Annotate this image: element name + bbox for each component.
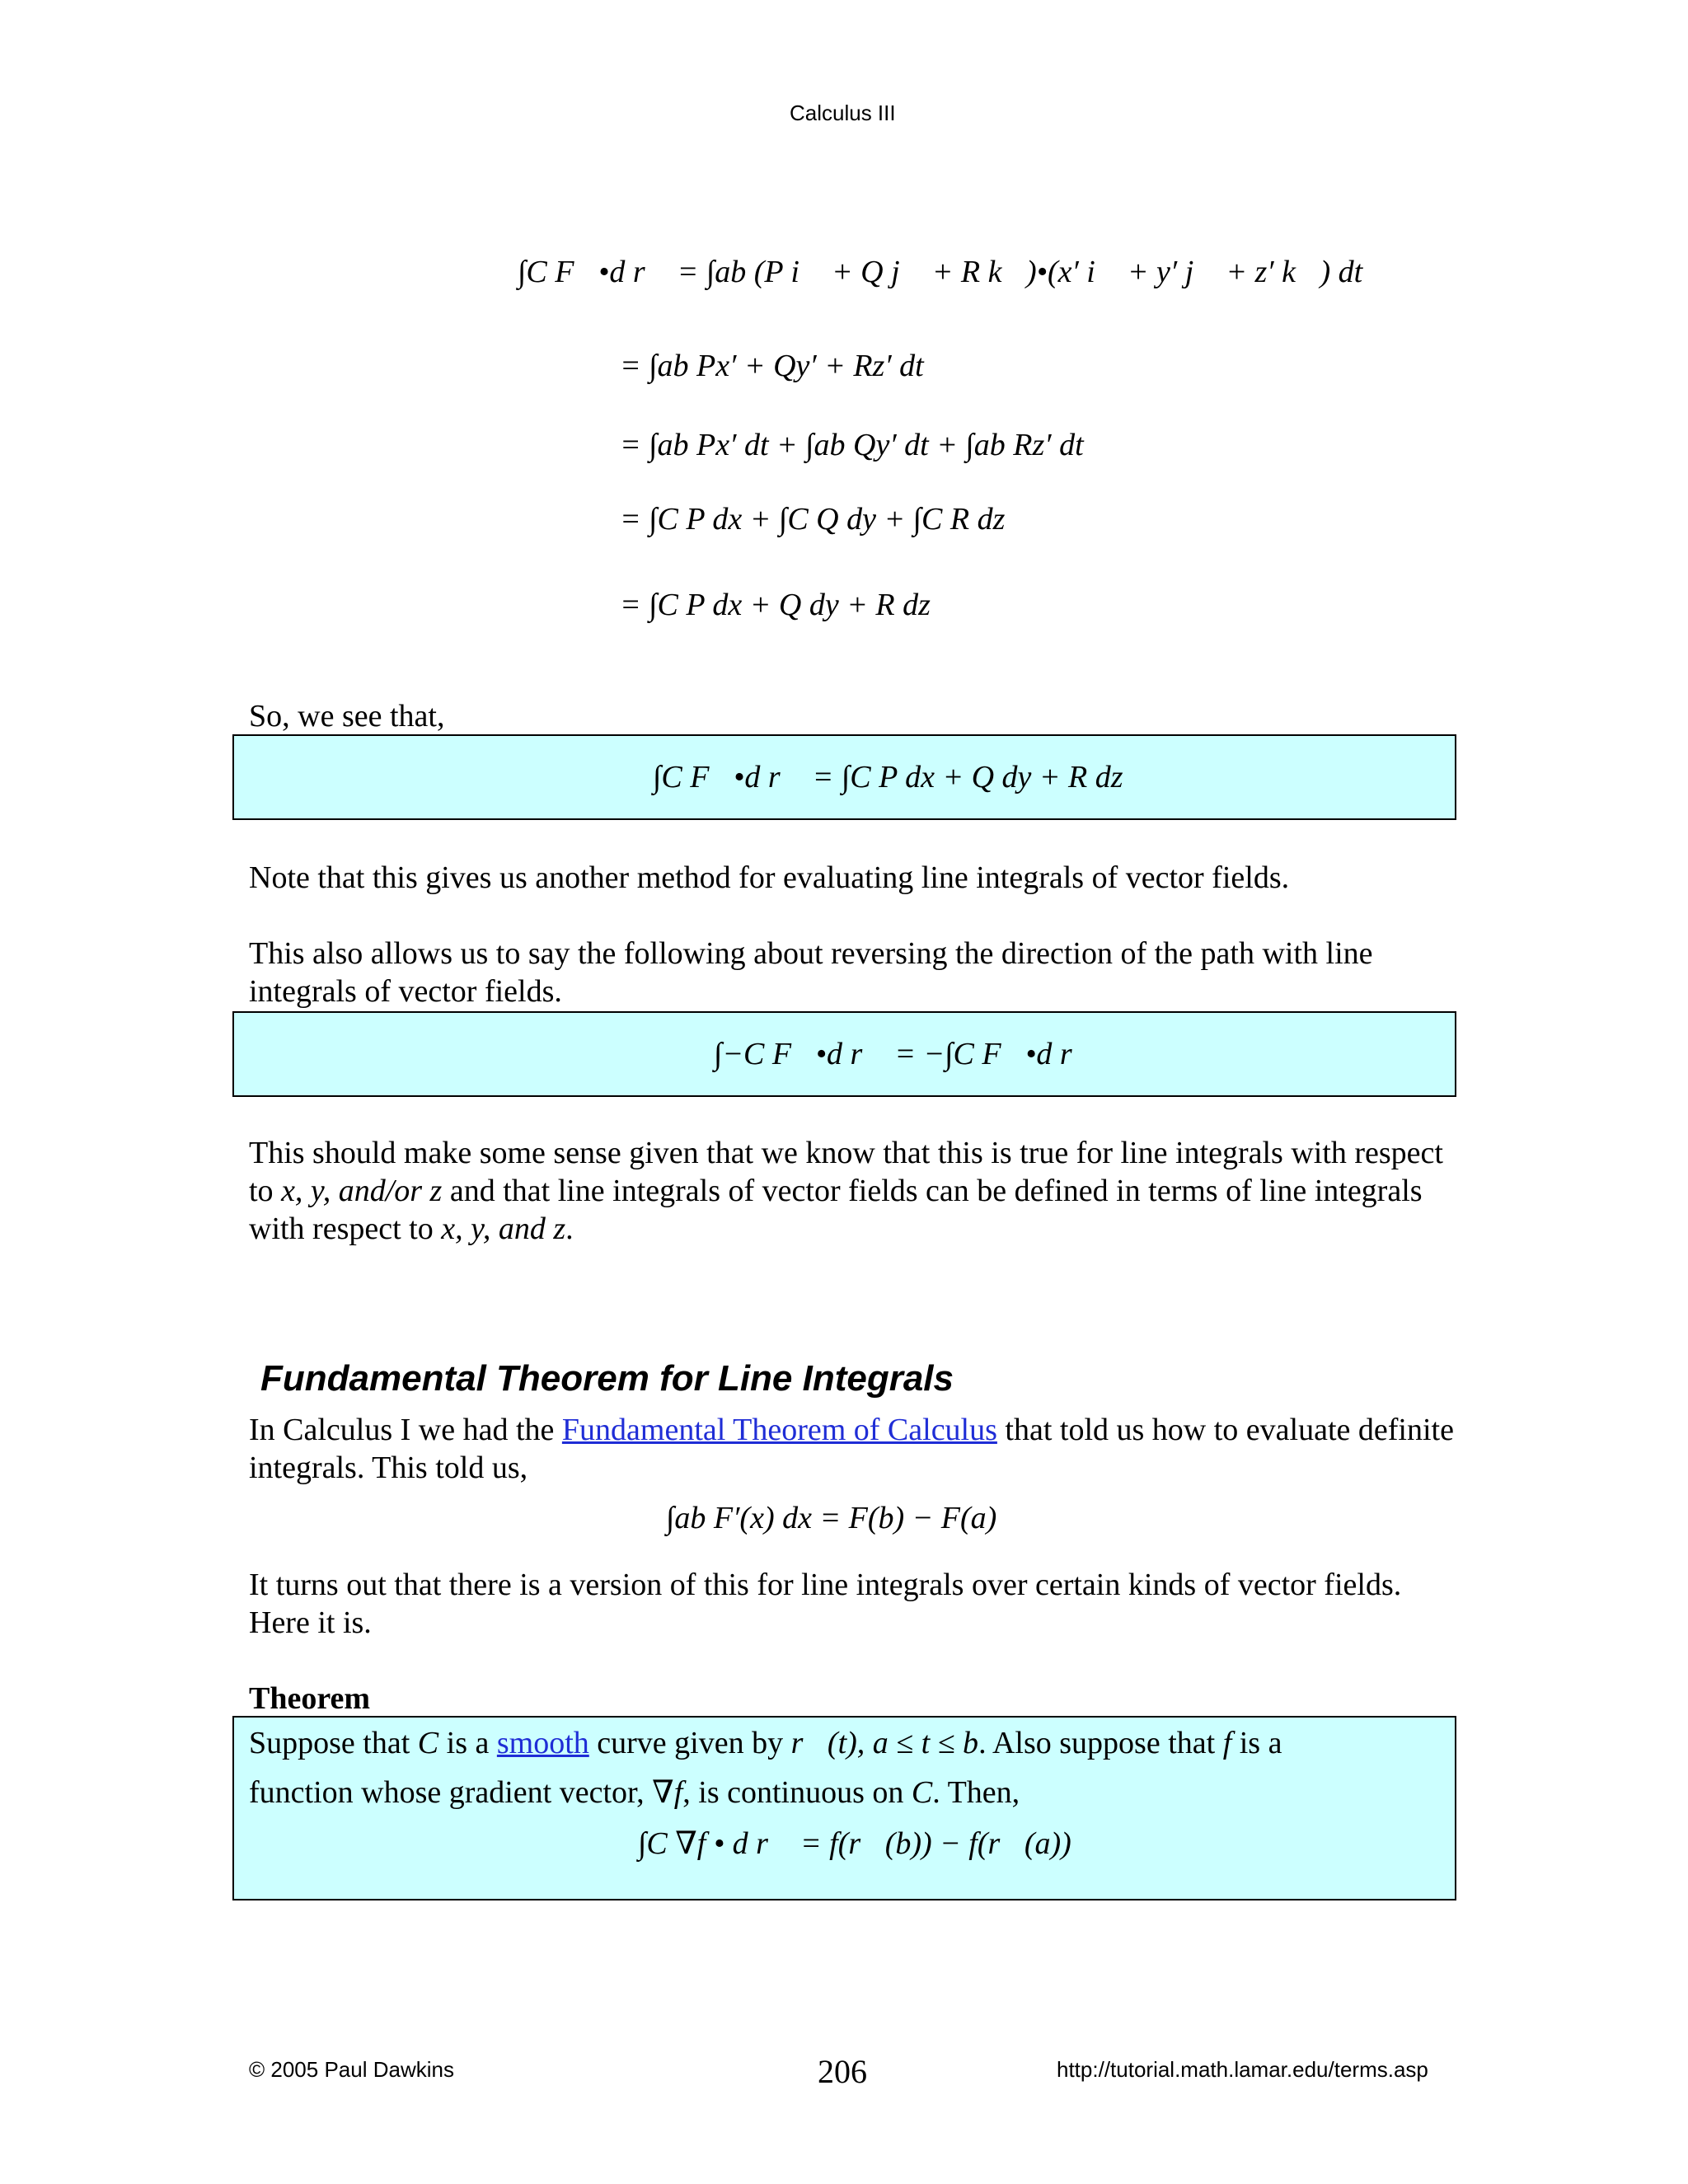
ftc-equation: ∫ab F′(x) dx = F(b) − F(a) xyxy=(666,1501,997,1535)
result-box-2 xyxy=(232,1011,1456,1097)
page-header: Calculus III xyxy=(790,101,896,125)
theorem-grad: ∇f xyxy=(652,1775,683,1810)
sense-paragraph xyxy=(249,1134,1469,1248)
derivation-line-3: = ∫ab Px′ dt + ∫ab Qy′ dt + ∫ab Rz′ dt xyxy=(620,428,1084,462)
theorem-var-c-2: C xyxy=(911,1775,933,1810)
note-paragraph: Note that this gives us another method for evaluating line integrals of vector fields. xyxy=(249,860,1290,895)
box2-equation: ∫−C F⃗•d r⃗ = −∫C F⃗•d r⃗ xyxy=(714,1037,1097,1071)
theorem-text-6: function whose gradient vector, xyxy=(249,1775,653,1810)
box1-equation: ∫C F⃗•d r⃗ = ∫C P dx + Q dy + R dz xyxy=(653,760,1123,794)
derivation-line-5: = ∫C P dx + Q dy + R dz xyxy=(620,588,931,622)
ftc-link[interactable]: Fundamental Theorem of Calculus xyxy=(561,1413,997,1447)
theorem-equation: ∫C ∇f • d r⃗ = f(r⃗(b)) − f(r⃗(a)) xyxy=(638,1826,1071,1861)
sense-text-a: This should make some sense given that we know that this is true for line integrals with respect to xyxy=(249,1136,1443,1208)
sense-vars-2: x, y, and z xyxy=(441,1212,566,1246)
theorem-text-4: . Also suppose that xyxy=(978,1726,1223,1760)
theorem-text-3: curve given by xyxy=(588,1726,791,1760)
derivation-line-2: = ∫ab Px′ + Qy′ + Rz′ dt xyxy=(620,349,924,383)
calc1-text-a: In Calculus I we had the xyxy=(249,1413,562,1447)
footer-copyright: © 2005 Paul Dawkins xyxy=(249,2057,454,2082)
derivation-line-4: = ∫C P dx + ∫C Q dy + ∫C R dz xyxy=(620,502,1006,537)
derivation-line-1: ∫C F⃗•d r⃗ = ∫ab (P i⃗ + Q j⃗ + R k⃗)•(x′ i⃗ + y′ j⃗ + z′ k⃗) dt xyxy=(518,255,1363,289)
so-we-see-text: So, we see that, xyxy=(249,699,445,733)
sense-text-b: and that line integrals of vector fields can be defined in terms of line integrals with respect to xyxy=(249,1174,1423,1246)
theorem-text-2: is a xyxy=(438,1726,497,1760)
sense-text-end: . xyxy=(565,1212,574,1246)
sense-vars-1: x, y, and/or z xyxy=(281,1174,443,1208)
calc1-text-b: that told us how to evaluate definite integrals. This told us, xyxy=(249,1413,1454,1485)
theorem-line-1 xyxy=(249,1724,1282,1762)
calc1-paragraph xyxy=(249,1411,1469,1487)
result-box-1 xyxy=(232,734,1456,820)
section-heading: Fundamental Theorem for Line Integrals xyxy=(260,1358,954,1399)
theorem-text-5: is a xyxy=(1231,1726,1282,1760)
turns-out-paragraph: It turns out that there is a version of this for line integrals over certain kinds of vector fields. Here it is. xyxy=(249,1568,1402,1640)
theorem-box xyxy=(232,1716,1456,1900)
footer-url: http://tutorial.math.lamar.edu/terms.asp xyxy=(1057,2057,1428,2082)
theorem-var-c: C xyxy=(417,1726,439,1760)
theorem-text-1: Suppose that xyxy=(249,1726,418,1760)
theorem-text-8: . Then, xyxy=(932,1775,1020,1810)
theorem-text-7: , is continuous on xyxy=(682,1775,912,1810)
theorem-line-2 xyxy=(249,1774,1020,1811)
footer-page-number: 206 xyxy=(818,2053,867,2090)
theorem-label: Theorem xyxy=(249,1681,371,1716)
smooth-link[interactable]: smooth xyxy=(496,1726,589,1760)
reverse-intro-paragraph: This also allows us to say the following about reversing the direction of the path with line integrals of vector fields. xyxy=(249,936,1373,1009)
theorem-var-f: f xyxy=(1222,1726,1232,1760)
theorem-curve: r⃗(t), a ≤ t ≤ b xyxy=(790,1726,979,1760)
